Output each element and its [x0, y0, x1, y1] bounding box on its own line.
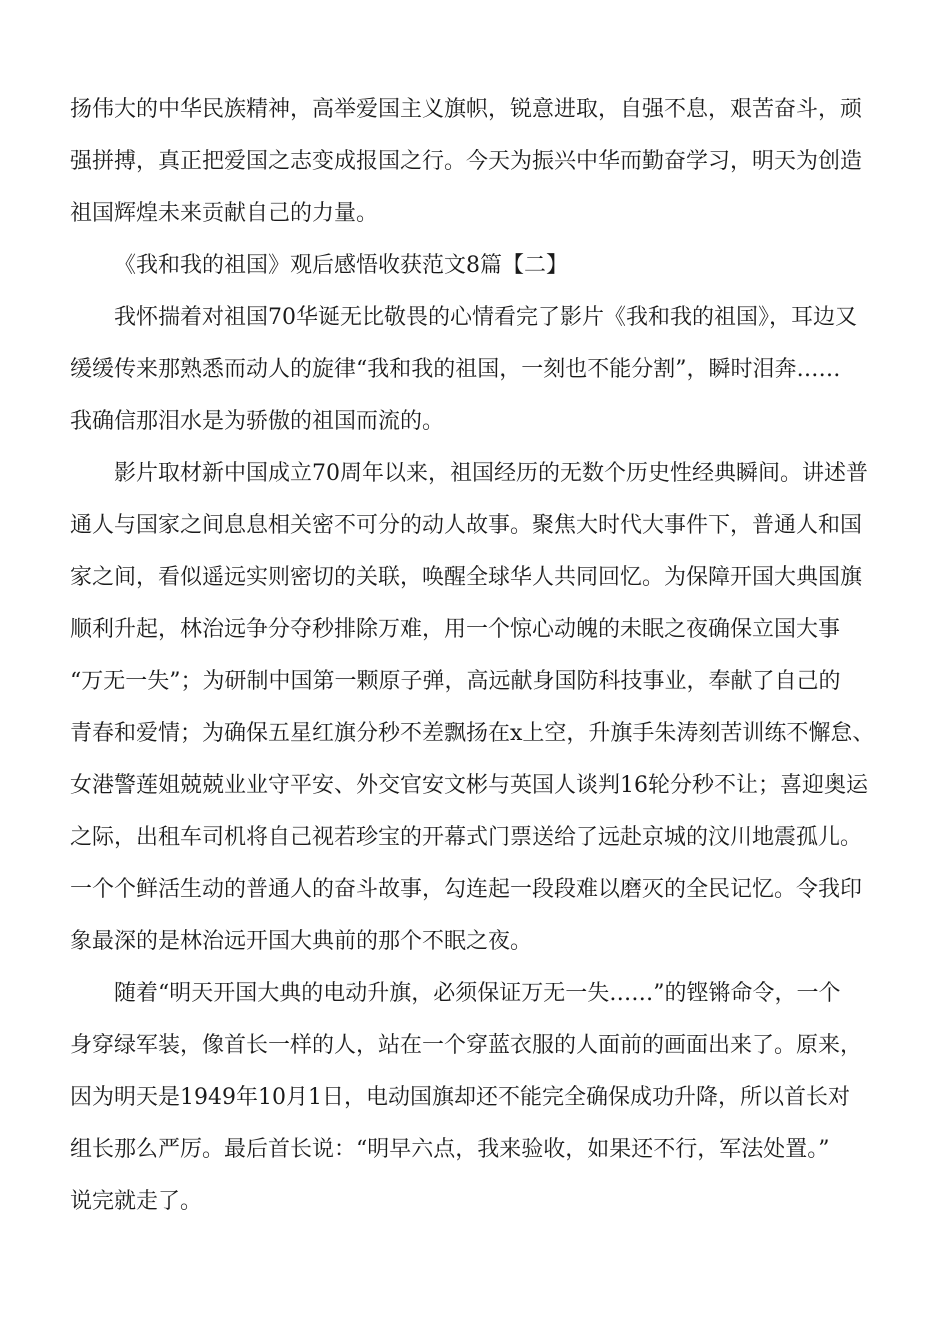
- text-line: 缓缓传来那熟悉而动人的旋律“我和我的祖国，一刻也不能分割”，瞬时泪奔……: [70, 357, 841, 382]
- text-line: 因为明天是1949年10月1日，电动国旗却还不能完全确保成功升降，所以首长对: [70, 1085, 850, 1110]
- document-body: [70, 84, 900, 1228]
- text-line: 通人与国家之间息息相关密不可分的动人故事。聚焦大时代大事件下，普通人和国: [70, 513, 863, 538]
- text-line: 顺利升起，林治远争分夺秒排除万难，用一个惊心动魄的未眠之夜确保立国大事: [70, 617, 841, 642]
- text-line: 说完就走了。: [70, 1189, 203, 1214]
- text-line: 女港警莲姐兢兢业业守平安、外交官安文彬与英国人谈判16轮分秒不让；喜迎奥运: [70, 773, 868, 798]
- text-line: 一个个鲜活生动的普通人的奋斗故事，勾连起一段段难以磨灭的全民记忆。令我印: [70, 877, 863, 902]
- text-line: 身穿绿军装，像首长一样的人，站在一个穿蓝衣服的人面前的画面出来了。原来，: [70, 1033, 863, 1058]
- text-line: 影片取材新中国成立70周年以来，祖国经历的无数个历史性经典瞬间。讲述普: [114, 461, 868, 486]
- text-line: 随着“明天开国大典的电动升旗，必须保证万无一失……”的铿锵命令，一个: [114, 981, 841, 1006]
- text-line: 扬伟大的中华民族精神，高举爱国主义旗帜，锐意进取，自强不息，艰苦奋斗，顽: [70, 97, 863, 122]
- text-line: 强拼搏，真正把爱国之志变成报国之行。今天为振兴中华而勤奋学习，明天为创造: [70, 149, 863, 174]
- text-line: 象最深的是林治远开国大典前的那个不眠之夜。: [70, 929, 533, 954]
- paragraph-story: [70, 968, 900, 1228]
- paragraph-continued: [70, 84, 900, 240]
- text-line: 青春和爱情；为确保五星红旗分秒不差飘扬在x上空，升旗手朱涛刻苦训练不懈怠、: [70, 721, 875, 746]
- paragraph-film-summary: [70, 448, 900, 968]
- text-line: 我确信那泪水是为骄傲的祖国而流的。: [70, 409, 445, 434]
- paragraph-intro: [70, 292, 900, 448]
- text-line: “万无一失”；为研制中国第一颗原子弹，高远献身国防科技事业，奉献了自己的: [70, 669, 841, 694]
- text-line: 家之间，看似遥远实则密切的关联，唤醒全球华人共同回忆。为保障开国大典国旗: [70, 565, 863, 590]
- section-heading: 《我和我的祖国》观后感悟收获范文8篇【二】: [114, 253, 568, 278]
- text-line: 之际，出租车司机将自己视若珍宝的开幕式门票送给了远赴京城的汶川地震孤儿。: [70, 825, 863, 850]
- text-line: 祖国辉煌未来贡献自己的力量。: [70, 201, 379, 226]
- text-line: 我怀揣着对祖国70华诞无比敬畏的心情看完了影片《我和我的祖国》，耳边又: [114, 305, 857, 330]
- text-line: 组长那么严厉。最后首长说：“明早六点，我来验收，如果还不行，军法处置。”: [70, 1137, 830, 1162]
